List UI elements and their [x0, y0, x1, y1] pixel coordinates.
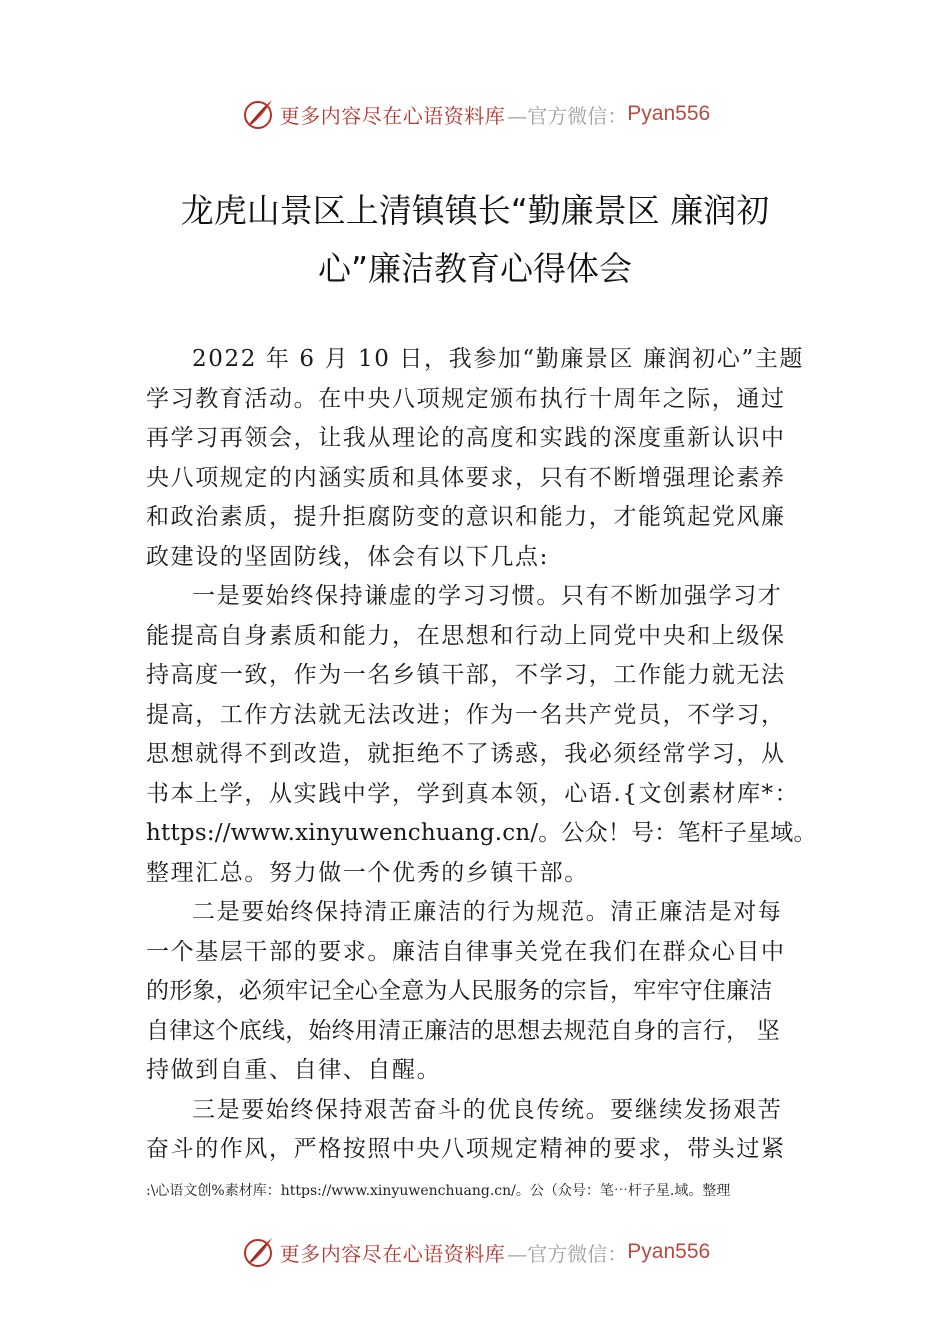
body-line: 2022 年 6 月 10 日，我参加“勤廉景区 廉润初心”主题 [192, 346, 805, 372]
title-line-1: 龙虎山景区上清镇镇长“勤廉景区 廉润初 [180, 191, 770, 230]
body-line: 整理汇总。努力做一个优秀的乡镇干部。 [146, 859, 589, 886]
banner-wechat-label: —官方微信： [507, 1241, 628, 1266]
body-line: 三是要始终保持艰苦奋斗的优良传统。要继续发扬艰苦 [192, 1096, 783, 1123]
body-line: 提高，工作方法就无法改进；作为一名共产党员，不学习， [146, 701, 786, 728]
footer-banner [0, 1230, 950, 1274]
banner-text: 更多内容尽在心语资料库 [279, 103, 506, 128]
banner-wechat-label: —官方微信： [507, 103, 628, 128]
body-line: 持高度一致，作为一名乡镇干部，不学习，工作能力就无法 [146, 662, 786, 688]
body-line: 持做到自重、自律、自醒。 [146, 1057, 442, 1083]
banner-text: 更多内容尽在心语资料库 [279, 1241, 506, 1266]
body-line: 一是要始终保持谦虚的学习习惯。只有不断加强学习才 [192, 583, 783, 609]
body-line: 书本上学，从实践中学，学到真本领，心语.{文创素材库*： [146, 780, 800, 807]
body-line: 的形象，必须牢记全心全意为人民服务的宗旨，牢牢守住廉洁 [146, 978, 773, 1004]
title-line-2: 心”廉洁教育心得体会 [317, 249, 633, 288]
body-line: 一个基层干部的要求。廉洁自律事关党在我们在群众心目中 [146, 938, 786, 965]
body-line: 奋斗的作风，严格按照中央八项规定精神的要求，带头过紧 [146, 1136, 786, 1162]
body-line: 再学习再领会，让我从理论的高度和实践的深度重新认识中 [146, 425, 786, 451]
body-line: 学习教育活动。在中央八项规定颁布执行十周年之际，通过 [146, 385, 786, 412]
feather-logo-icon [240, 96, 276, 132]
body-line: 和政治素质，提升拒腐防变的意识和能力，才能筑起党风廉 [146, 504, 786, 530]
footer-note: :\心语文创%素材库：https://www.xinyuwenchuang.cn/。公（众号：笔⋯杆子星.域。整理 [146, 1183, 731, 1199]
body-line: 思想就得不到改造，就拒绝不了诱惑，我必须经常学习，从 [146, 741, 786, 767]
document-title [130, 182, 820, 298]
banner-wechat-id: Pyan556 [627, 102, 711, 125]
body-line: 二是要始终保持清正廉洁的行为规范。清正廉洁是对每 [192, 899, 783, 925]
body-line: 政建设的坚固防线，体会有以下几点: [146, 543, 549, 570]
banner-wechat-id: Pyan556 [627, 1240, 711, 1263]
feather-logo-icon [240, 1234, 276, 1270]
body-line: 自律这个底线，始终用清正廉洁的思想去规范自身的言行， 坚 [146, 1017, 780, 1044]
body-line: https://www.xinyuwenchuang.cn/。公众！号：笔杆子星域。 [146, 820, 817, 846]
body-line: 央八项规定的内涵实质和具体要求，只有不断增强理论素养 [146, 464, 786, 491]
body-line: 能提高自身素质和能力，在思想和行动上同党中央和上级保 [146, 622, 786, 649]
document-body [146, 340, 836, 1170]
header-banner [0, 92, 950, 136]
